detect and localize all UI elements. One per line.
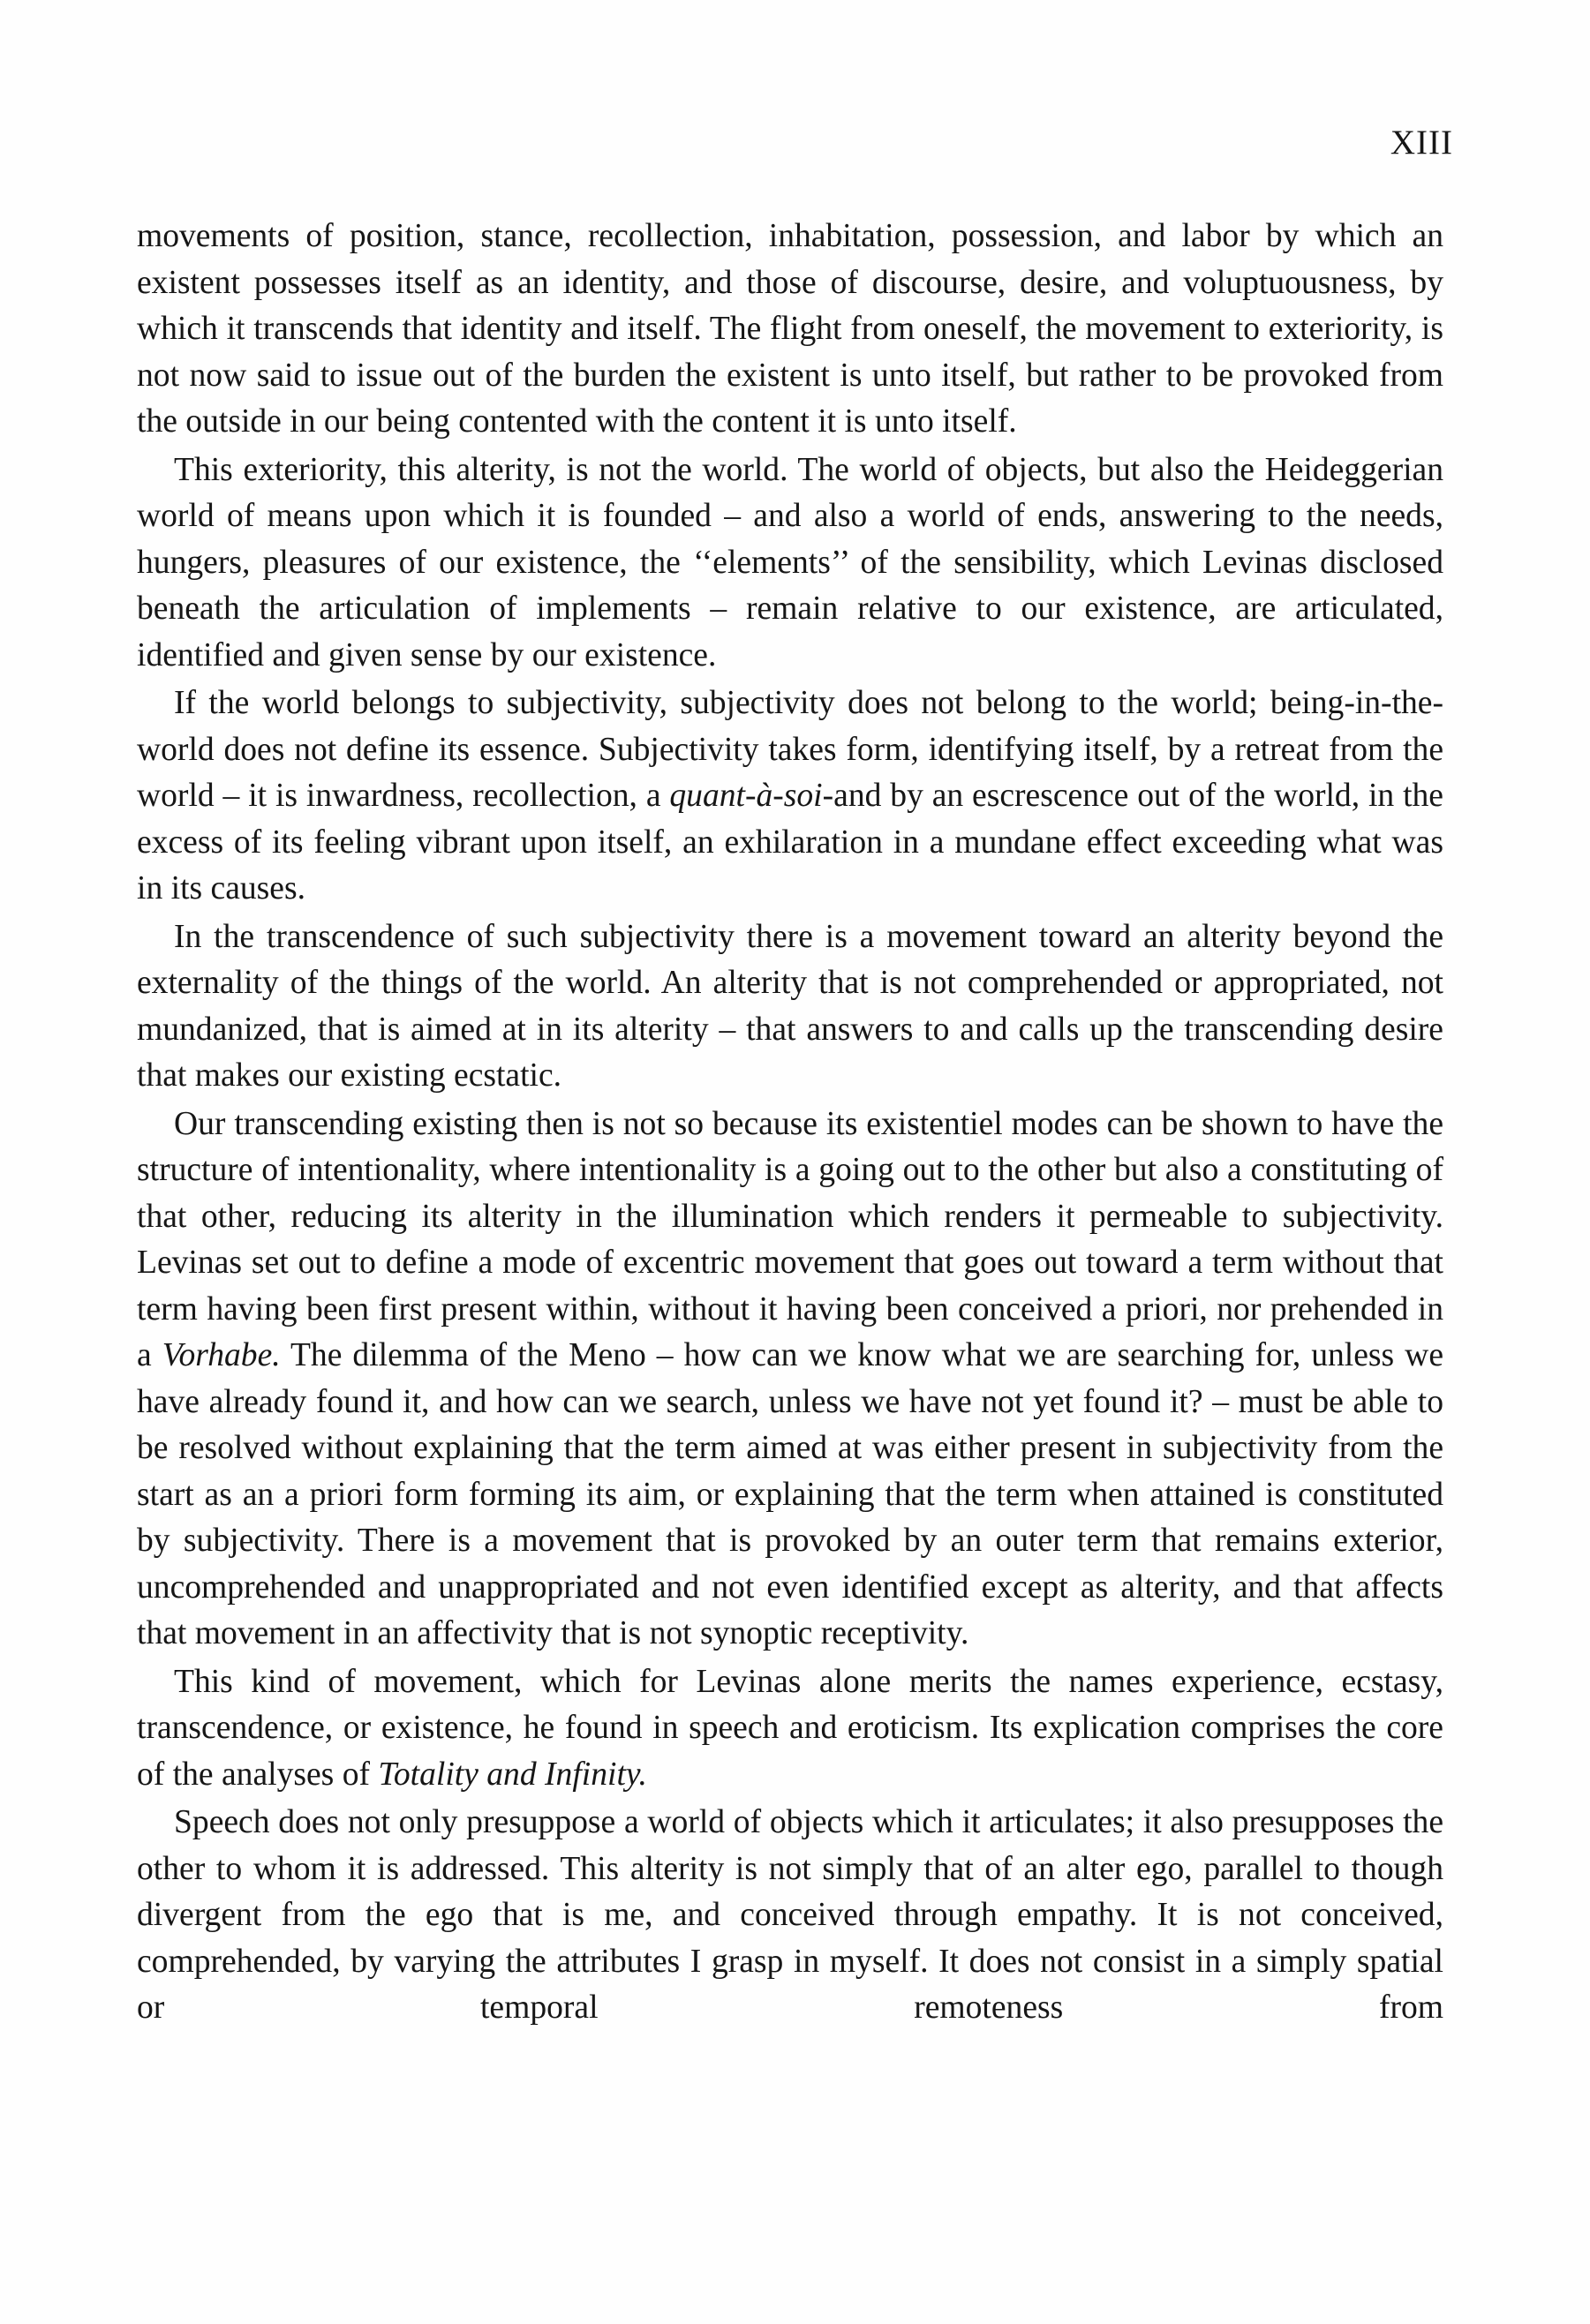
- paragraph-1: movements of position, stance, recollection, inhabitation, possession, and labor by which an existent possesses itself as an identity, and those of discourse, desire, and voluptuousness, by which it transcends that identity and itself. The flight from oneself, the movement to exteriority, is not now said to issue out of the burden the existent is unto itself, but rather to be provoked from the outside in our being contented with the content it is unto itself.: [137, 218, 1443, 440]
- paragraph-3: [137, 681, 1443, 913]
- paragraph-2: This exteriority, this alterity, is not the world. The world of objects, but also the Heideggerian world of means upon which it is founded – and also a world of ends, answering to the needs, hungers, pleasures of our existence, the ‘‘elements’’ of the sensibility, which Levinas disclosed beneath the articulation of implements – remain relative to our existence, are articulated, identified and given sense by our existence.: [137, 451, 1443, 673]
- paragraph-7: Speech does not only presuppose a world of objects which it articulates; it also presupposes the other to whom it is addressed. This alterity is not simply that of an alter ego, parallel to though divergent from the ego that is me, and conceived through empathy. It is not conceived, comprehended, by varying the attributes I grasp in myself. It does not consist in a simply spatial or temporal remoteness from: [137, 1804, 1443, 2026]
- page-number: XIII: [1390, 124, 1453, 162]
- paragraph-5: [137, 1102, 1443, 1658]
- paragraph-3-text-end: -and by an escrescence out of the world, in the excess of its feeling vibrant upon itself, an exhilaration in a mundane effect exceeding what was in its causes.: [137, 778, 1443, 906]
- paragraph-3-italic-term: quant-à-soi: [669, 778, 823, 814]
- paragraph-5-italic-term: Vorhabe.: [162, 1337, 281, 1373]
- paragraph-6: [137, 1659, 1443, 1799]
- paragraph-3-text-start: If the world belongs to subjectivity, subjectivity does not belong to the world; being-in-the-world does not define its essence. Subjectivity takes form, identifying itself, by a retreat from the world – it is inwardness, recollection, a: [137, 685, 1443, 814]
- paragraph-5-text-start: Our transcending existing then is not so because its existentiel modes can be shown to have the structure of intentionality, where intentionality is a going out to the other but also a constituting of that other, reducing its alterity in the illumination which renders it permeable to subjectivity. Levinas set out to define a mode of excentric movement that goes out toward a term without that term having been first present within, without it having been conceived a priori, nor prehended in a: [137, 1105, 1443, 1373]
- paragraph-5-text-end: The dilemma of the Meno – how can we know what we are searching for, unless we have already found it, and how can we search, unless we have not yet found it? – must be able to be resolved without explaining that the term aimed at was either present in subjectivity from the start as an a priori form forming its aim, or explaining that the term when attained is constituted by subjectivity. There is a movement that is provoked by an outer term that remains exterior, uncomprehended and unappropriated and not even identified except as alterity, and that affects that movement in an affectivity that is not synoptic receptivity.: [137, 1337, 1443, 1651]
- paragraph-4: In the transcendence of such subjectivity there is a movement toward an alterity beyond the externality of the things of the world. An alterity that is not comprehended or appropriated, not mundanized, that is aimed at in its alterity – that answers to and calls up the transcending desire that makes our existing ecstatic.: [137, 918, 1443, 1094]
- body-text: [137, 214, 1443, 2032]
- paragraph-6-text-start: This kind of movement, which for Levinas alone merits the names experience, ecstasy, transcendence, or existence, he found in speech and eroticism. Its explication comprises the core of the analyses of: [137, 1663, 1443, 1793]
- paragraph-6-book-title: Totality and Infinity.: [378, 1756, 647, 1793]
